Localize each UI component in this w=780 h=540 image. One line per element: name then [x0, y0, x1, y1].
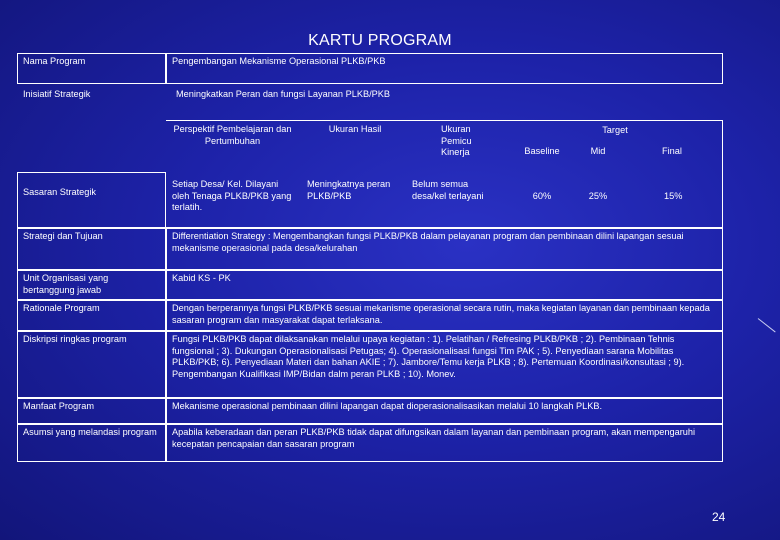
manfaat-value-text: Mekanisme operasional pembinaan dilini lapangan dapat dioperasionalisasikan melalui 10 langkah PLKB.: [172, 401, 603, 411]
asumsi-value-text: Apabila keberadaan dan peran PLKB/PKB tidak dapat difungsikan dalam layanan dan pembinaan program, akan mempengaruhi kecepatan pencapaian dan sasaran program: [172, 427, 696, 449]
target-header: Target: [602, 125, 628, 135]
asumsi-label: [17, 424, 166, 462]
perspektif-header: Perspektif Pembelajaran dan Pertumbuhan: [173, 124, 292, 146]
unit-organisasi-label: [17, 270, 166, 300]
ukuran-hasil-value: Meningkatnya peran PLKB/PKB: [307, 179, 391, 201]
inisiatif-strategik-value: Meningkatkan Peran dan fungsi Layanan PLKB/PKB: [176, 89, 391, 99]
strategi-tujuan-label: [17, 228, 166, 270]
rationale-value-text: Dengan berperannya fungsi PLKB/PKB sesuai mekanisme operasional secara rutin, maka kegiatan layanan dan pembinaan kepada sasaran program dan masyarakat dapat terlaksana.: [172, 303, 710, 325]
unit-organisasi-label-text: Unit Organisasi yang bertanggung jawab: [23, 273, 109, 295]
perspektif-value: Setiap Desa/ Kel. Dilayani oleh Tenaga PLKB/PKB yang terlatih.: [172, 179, 292, 213]
diskripsi-value-text: Fungsi PLKB/PKB dapat dilaksanakan melalui upaya kegiatan : 1). Pelatihan / Refresing PLKB/PKB ; 2). Pembinaan Tehnis fungsional ; 3). Dukungan Operasionalisasi Petugas; 4). Operasionalisasi fungsi Tim PAK ; 5). Penyediaan sarana Mobilitas PLKB/PKB; 6). Penyediaan Materi dan bahan AKIE ; 7). Jambore/Temu kerja PLKB ; 8). Pertemuan Koordinasi/konsultasi ; 9). Pengembangan Kualifikasi IMP/Bidan dalm peran PLKB ; 10). Monev.: [172, 334, 685, 379]
nama-program-label: [17, 53, 166, 84]
strategi-tujuan-label-text: Strategi dan Tujuan: [23, 231, 103, 241]
strategi-tujuan-value-text: Differentiation Strategy : Mengembangkan fungsi PLKB/PKB dalam pelayanan program dan pembinaan dilini lapangan sesuai mekanisme operasional pada desa/kelurahan: [172, 231, 684, 253]
nama-program-label-text: Nama Program: [23, 56, 86, 66]
rationale-label: [17, 300, 166, 331]
diskripsi-label-text: Diskripsi ringkas program: [23, 334, 127, 344]
manfaat-label: [17, 398, 166, 424]
strategi-tujuan-value: [166, 228, 723, 270]
nama-program-value-text: Pengembangan Mekanisme Operasional PLKB/PKB: [172, 56, 386, 66]
ukuran-hasil-header: Ukuran Hasil: [328, 124, 382, 134]
diskripsi-value: [166, 331, 723, 398]
baseline-header: Baseline: [524, 146, 560, 156]
asumsi-value: [166, 424, 723, 462]
final-value: 15%: [664, 191, 683, 201]
baseline-value: 60%: [532, 191, 552, 201]
rationale-label-text: Rationale Program: [23, 303, 100, 313]
ukuran-pemicu-value: Belum semua desa/kel terlayani: [412, 179, 484, 201]
sasaran-strategik-label: [17, 172, 166, 228]
diskripsi-label: [17, 331, 166, 398]
asumsi-label-text: Asumsi yang melandasi program: [23, 427, 157, 437]
sasaran-strategik-label-text: Sasaran Strategik: [23, 187, 97, 197]
mid-value: 25%: [588, 191, 608, 201]
manfaat-value: [166, 398, 723, 424]
ukuran-pemicu-header: Ukuran Pemicu Kinerja: [441, 124, 472, 158]
page-number: 24: [712, 510, 726, 524]
manfaat-label-text: Manfaat Program: [23, 401, 94, 411]
page-title: KARTU PROGRAM: [308, 32, 452, 49]
unit-organisasi-value: [166, 270, 723, 300]
decorative-line: [758, 318, 776, 332]
unit-organisasi-value-text: Kabid KS - PK: [172, 273, 231, 283]
final-header: Final: [662, 146, 682, 156]
inisiatif-strategik-label: Inisiatif Strategik: [23, 89, 91, 99]
mid-header: Mid: [590, 146, 606, 156]
nama-program-value: [166, 53, 723, 84]
rationale-value: [166, 300, 723, 331]
